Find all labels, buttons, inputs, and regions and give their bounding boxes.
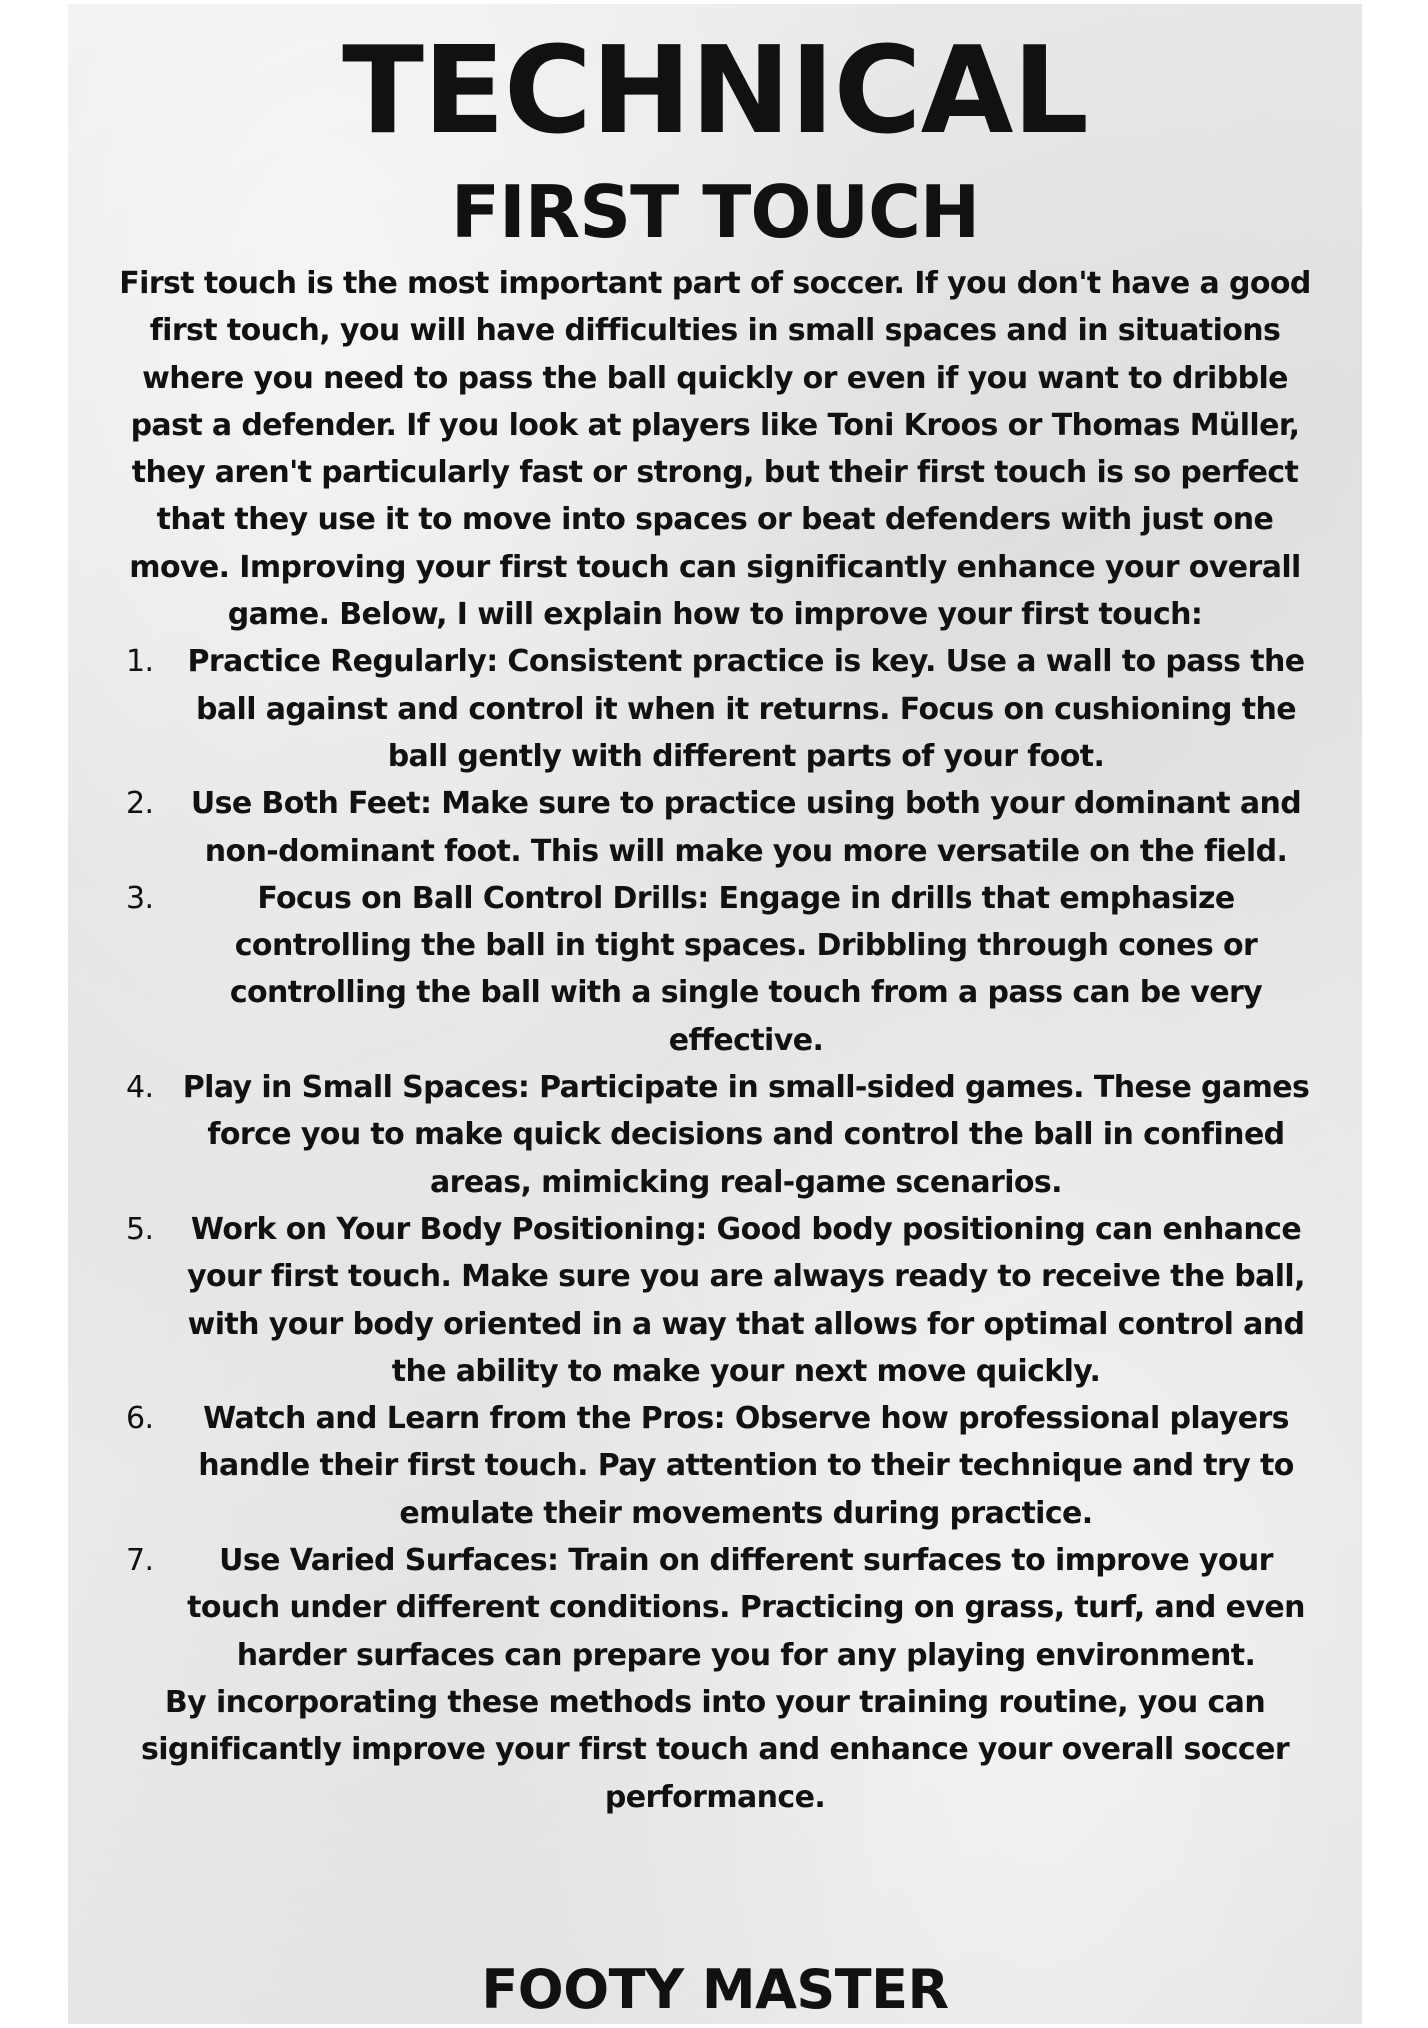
list-item: [108, 875, 1322, 1064]
step-number: 1.: [126, 644, 154, 680]
step-number: 4.: [126, 1070, 154, 1106]
page-title: TECHNICAL: [342, 22, 1088, 161]
step-text: Use Both Feet: Make sure to practice using both your dominant and non-dominant foot. This will make you more versatile on the field.: [190, 786, 1302, 869]
step-text: Watch and Learn from the Pros: Observe how professional players handle their first touch. Pay attention to their technique and try to emulate their movements during practice.: [198, 1401, 1294, 1531]
footer-brand: FOOTY MASTER: [481, 1958, 949, 2021]
step-number: 3.: [126, 880, 154, 916]
paper-background: [68, 4, 1362, 2024]
list-item: [108, 1206, 1322, 1395]
steps-list: [108, 638, 1322, 1679]
list-item: [108, 1537, 1322, 1679]
step-text: Practice Regularly: Consistent practice is key. Use a wall to pass the ball against and control it when it returns. Focus on cushioning the ball gently with different parts of your foot.: [187, 644, 1305, 774]
step-number: 2.: [126, 786, 154, 822]
step-number: 5.: [126, 1211, 154, 1247]
article-body: [108, 260, 1322, 1821]
step-text: Use Varied Surfaces: Train on different surfaces to improve your touch under different conditions. Practicing on grass, turf, and even harder surfaces can prepare you for any playing environment.: [187, 1543, 1305, 1673]
step-text: Play in Small Spaces: Participate in small-sided games. These games force you to make quick decisions and control the ball in confined areas, mimicking real-game scenarios.: [182, 1070, 1310, 1200]
list-item: [108, 780, 1322, 875]
page-subtitle: FIRST TOUCH: [450, 170, 980, 254]
closing-paragraph: By incorporating these methods into your training routine, you can significantly improve your first touch and enhance your overall soccer performance.: [140, 1684, 1290, 1815]
list-item: [108, 638, 1322, 780]
intro-paragraph: First touch is the most important part of soccer. If you don't have a good first touch, you will have difficulties in small spaces and in situations where you need to pass the ball quickly or even if you want to dribble past a defender. If you look at players like Toni Kroos or Thomas Müller, they aren't particularly fast or strong, but their first touch is so perfect that they use it to move into spaces or beat defenders with just one move. Improving your first touch can significantly enhance your overall game. Below, I will explain how to improve your first touch:: [119, 266, 1311, 633]
step-number: 7.: [126, 1543, 154, 1579]
step-text: Focus on Ball Control Drills: Engage in drills that emphasize controlling the ball in tight spaces. Dribbling through cones or controlling the ball with a single touch from a pass can be very effective.: [229, 880, 1263, 1058]
step-text: Work on Your Body Positioning: Good body positioning can enhance your first touch. Make sure you are always ready to receive the ball, with your body oriented in a way that allows for optimal control and the ability to make your next move quickly.: [187, 1211, 1305, 1389]
list-item: [108, 1395, 1322, 1537]
step-number: 6.: [126, 1401, 154, 1437]
list-item: [108, 1064, 1322, 1206]
